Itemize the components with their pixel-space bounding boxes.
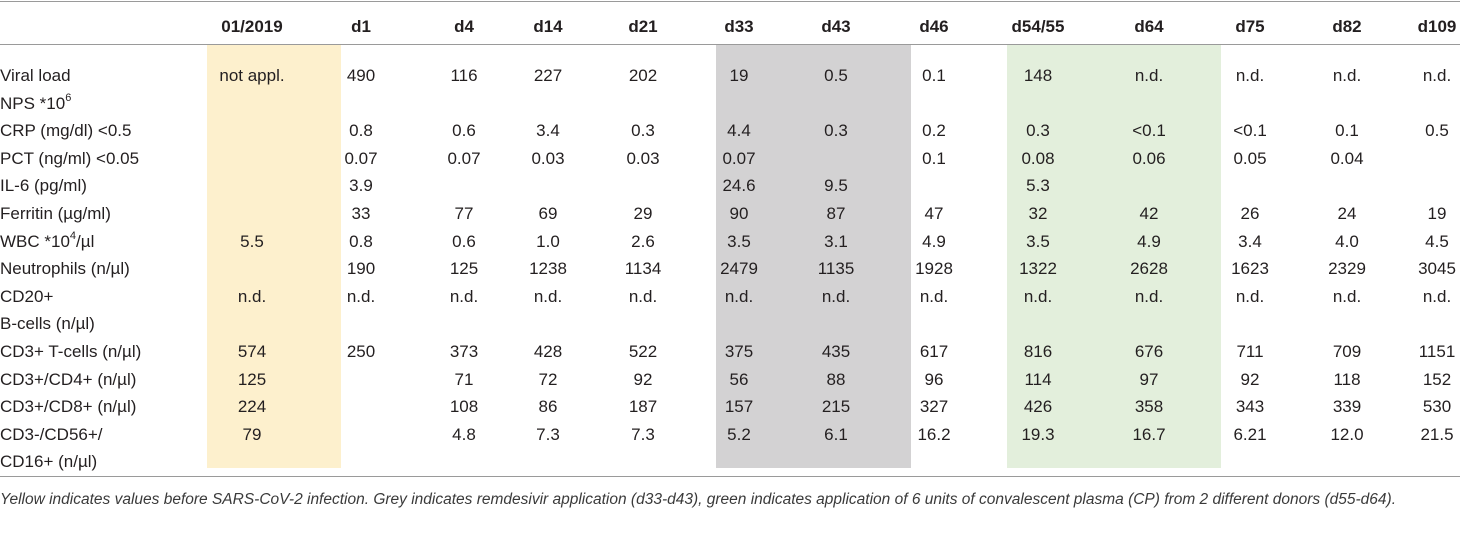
table-cell: 0.1: [1335, 121, 1359, 141]
table-cell: n.d.: [628, 286, 658, 306]
table-cell: 0.3: [631, 121, 655, 141]
table-cell: 79: [242, 424, 262, 444]
row-label: B-cells (n/µl): [0, 314, 95, 334]
table-cell: 3.5: [1026, 231, 1050, 251]
column-header: 01/2019: [221, 17, 283, 36]
table-cell: 125: [449, 259, 479, 279]
table-row: [0, 366, 1460, 393]
table-cell: 47: [924, 204, 944, 223]
table-row: [0, 448, 1460, 475]
table-cell: n.d.: [1235, 66, 1265, 85]
table-cell: 96: [924, 369, 944, 389]
table-cell: 148: [1023, 66, 1053, 85]
table-cell: 0.6: [452, 231, 476, 251]
table-cell: 4.8: [452, 424, 476, 444]
table-cell: 343: [1235, 397, 1265, 417]
table-cell: 202: [628, 66, 658, 85]
table-cell: 617: [919, 342, 949, 361]
table-cell: 90: [729, 204, 749, 223]
table-cell: 0.6: [452, 121, 476, 141]
table-cell: n.d.: [346, 286, 376, 306]
table-cell: 426: [1023, 397, 1053, 417]
header-rule: [0, 44, 1460, 45]
table-cell: 0.8: [349, 231, 373, 251]
table-cell: 1928: [915, 259, 953, 279]
column-header: d46: [919, 17, 949, 36]
table-cell: 157: [724, 397, 754, 417]
table-row: [0, 117, 1460, 144]
row-label: NPS $*10^6$: [0, 91, 72, 113]
table-row: [0, 393, 1460, 420]
table-cell: 0.03: [531, 148, 565, 168]
table-cell: 530: [1422, 397, 1452, 417]
table-cell: 490: [346, 66, 376, 85]
row-label: CD3+/CD4+ (n/µl): [0, 369, 137, 389]
column-header: d21: [628, 17, 658, 36]
table-row: [0, 283, 1460, 310]
table-cell: n.d.: [1332, 286, 1362, 306]
table-cell: 435: [821, 342, 851, 361]
table-cell: 77: [454, 204, 474, 223]
table-cell: 114: [1024, 369, 1052, 389]
table-cell: 2329: [1328, 259, 1366, 279]
row-label: CD16+ (n/µl): [0, 452, 98, 472]
row-label: CD3-/CD56+/: [0, 424, 103, 444]
table-row: [0, 255, 1460, 282]
table-cell: <0.1: [1233, 121, 1267, 141]
table-cell: 9.5: [824, 176, 848, 196]
row-label: Ferritin (µg/ml): [0, 204, 111, 223]
table-cell: 4.9: [1137, 231, 1161, 251]
column-header: d14: [533, 17, 563, 36]
table-row: [0, 310, 1460, 337]
table-cell: 21.5: [1420, 424, 1454, 444]
table-cell: 2.6: [631, 231, 655, 251]
table-cell: 69: [538, 204, 558, 223]
table-cell: 358: [1134, 397, 1164, 417]
table-cell: 5.3: [1026, 176, 1050, 196]
table-cell: 42: [1139, 204, 1159, 223]
table-cell: 3.1: [824, 231, 848, 251]
column-header: d33: [724, 17, 754, 36]
table-cell: n.d.: [449, 286, 479, 306]
table-cell: 0.07: [722, 148, 756, 168]
table-cell: 0.5: [824, 66, 848, 85]
table-cell: 0.07: [447, 148, 481, 168]
table-cell: 6.1: [824, 424, 848, 444]
table-cell: 0.08: [1021, 148, 1055, 168]
table-cell: 250: [346, 342, 376, 361]
table-cell: 4.5: [1425, 231, 1449, 251]
table-cell: 3.5: [727, 231, 751, 251]
table-cell: 5.2: [727, 424, 751, 444]
table-cell: 1151: [1418, 342, 1456, 361]
table-cell: 227: [533, 66, 563, 85]
table-cell: 0.5: [1425, 121, 1449, 141]
table-cell: 26: [1240, 204, 1260, 223]
column-header: d82: [1332, 17, 1362, 36]
table-cell: 72: [538, 369, 558, 389]
table-row: [0, 172, 1460, 199]
table-cell: 4.9: [922, 231, 946, 251]
table-cell: 1.0: [536, 231, 560, 251]
table-cell: 0.03: [626, 148, 660, 168]
table-cell: 327: [919, 397, 949, 417]
column-header: d1: [351, 17, 371, 36]
table-top-rule: [0, 1, 1460, 2]
column-header: d75: [1235, 17, 1265, 36]
table-cell: 0.2: [922, 121, 946, 141]
table-cell: 4.4: [727, 121, 751, 141]
table-cell: n.d.: [533, 286, 563, 306]
table-row: [0, 228, 1460, 255]
column-header: d43: [821, 17, 851, 36]
row-label: CRP (mg/dl) <0.5: [0, 121, 132, 141]
table-cell: 574: [237, 342, 267, 361]
table-cell: 19.3: [1021, 424, 1055, 444]
table-cell: 1322: [1019, 259, 1057, 279]
table-cell: 118: [1333, 369, 1361, 389]
table-cell: n.d.: [919, 286, 949, 306]
table-cell: 709: [1332, 342, 1362, 361]
table-cell: 5.5: [240, 231, 264, 251]
column-header: d109: [1417, 17, 1457, 36]
table-cell: n.d.: [724, 286, 754, 306]
table-cell: n.d.: [237, 286, 267, 306]
table-cell: 33: [351, 204, 371, 223]
table-cell: n.d.: [1235, 286, 1265, 306]
table-cell: 1135: [817, 259, 855, 279]
table-cell: 0.06: [1132, 148, 1166, 168]
table-cell: 816: [1023, 342, 1053, 361]
table-cell: 3045: [1418, 259, 1456, 279]
table-cell: 187: [628, 397, 658, 417]
table-row: [0, 421, 1460, 448]
table-footnote: Yellow indicates values before SARS-CoV-2 infection. Grey indicates remdesivir application (d33-d43), green indicates application of 6 units of convalescent plasma (CP) from 2 different donors (d55-d64).: [0, 491, 1396, 508]
table-cell: 0.05: [1233, 148, 1267, 168]
table-cell: 32: [1028, 204, 1048, 223]
table-cell: 190: [346, 259, 376, 279]
table-cell: 88: [826, 369, 846, 389]
table-cell: 0.3: [824, 121, 848, 141]
table-cell: 339: [1332, 397, 1362, 417]
table-row: [0, 145, 1460, 172]
column-header: d64: [1134, 17, 1164, 36]
table-cell: 224: [237, 397, 267, 417]
table-cell: 375: [724, 342, 754, 361]
table-cell: 711: [1236, 342, 1264, 361]
table-cell: 71: [454, 369, 474, 389]
table-cell: 125: [237, 369, 267, 389]
row-label: CD20+: [0, 286, 54, 306]
row-label: CD3+/CD8+ (n/µl): [0, 397, 137, 417]
table-cell: 0.04: [1330, 148, 1364, 168]
table-cell: 86: [538, 397, 558, 417]
table-cell: 56: [729, 369, 749, 389]
table-cell: 215: [821, 397, 851, 417]
table-cell: 2479: [720, 259, 758, 279]
table-cell: 676: [1134, 342, 1164, 361]
table-cell: 92: [633, 369, 653, 389]
row-label: IL-6 (pg/ml): [0, 176, 87, 196]
table-cell: 1238: [529, 259, 567, 279]
table-row: [0, 338, 1460, 365]
table-cell: 12.0: [1330, 424, 1364, 444]
table-cell: 3.4: [536, 121, 560, 141]
table-cell: 87: [826, 204, 846, 223]
column-header: d54/55: [1011, 17, 1065, 36]
table-cell: 4.0: [1335, 231, 1359, 251]
table-cell: 92: [1240, 369, 1260, 389]
row-label: PCT (ng/ml) <0.05: [0, 148, 140, 168]
table-cell: n.d.: [1422, 286, 1452, 306]
table-cell: 0.3: [1026, 121, 1050, 141]
column-header: d4: [454, 17, 474, 36]
table-cell: 152: [1422, 369, 1452, 389]
table-cell: 6.21: [1233, 424, 1267, 444]
table-cell: 522: [628, 342, 658, 361]
table-cell: n.d.: [821, 286, 851, 306]
table-cell: 1134: [624, 259, 662, 279]
table-cell: 1623: [1231, 259, 1269, 279]
table-cell: <0.1: [1132, 121, 1166, 141]
table-cell: 0.1: [922, 66, 946, 85]
table-cell: 0.07: [344, 148, 378, 168]
table-cell: n.d.: [1134, 286, 1164, 306]
table-cell: 2628: [1130, 259, 1168, 279]
table-cell: 16.2: [917, 424, 951, 444]
table-cell: n.d.: [1023, 286, 1053, 306]
table-cell: 0.1: [922, 148, 946, 168]
row-label: Viral load: [0, 66, 71, 85]
table-cell: n.d.: [1134, 66, 1164, 85]
table-cell: 116: [450, 66, 478, 85]
table-cell: 29: [633, 204, 653, 223]
table-cell: 7.3: [536, 424, 560, 444]
row-label: CD3+ T-cells (n/µl): [0, 342, 142, 361]
table-cell: 97: [1139, 369, 1159, 389]
table-cell: 108: [449, 397, 479, 417]
table-cell: 24: [1337, 204, 1357, 223]
table-cell: 7.3: [631, 424, 655, 444]
table-cell: 19: [1427, 204, 1447, 223]
table-row: [0, 62, 1460, 89]
table-row: [0, 90, 1460, 117]
table-header-row: [0, 13, 1460, 40]
table-bottom-rule: [0, 476, 1460, 477]
table-cell: 24.6: [722, 176, 756, 196]
table-cell: 3.4: [1238, 231, 1262, 251]
table-cell: 16.7: [1132, 424, 1166, 444]
table-cell: not appl.: [219, 66, 285, 85]
table-cell: 373: [449, 342, 479, 361]
table-cell: n.d.: [1332, 66, 1362, 85]
row-label: WBC $*10^4/\mu l$: [0, 229, 95, 251]
table-cell: 428: [533, 342, 563, 361]
table-cell: 19: [729, 66, 749, 85]
table-cell: 3.9: [349, 176, 373, 196]
row-label: Neutrophils (n/µl): [0, 259, 130, 279]
table-cell: n.d.: [1422, 66, 1452, 85]
table-cell: 0.8: [349, 121, 373, 141]
table-row: [0, 200, 1460, 227]
